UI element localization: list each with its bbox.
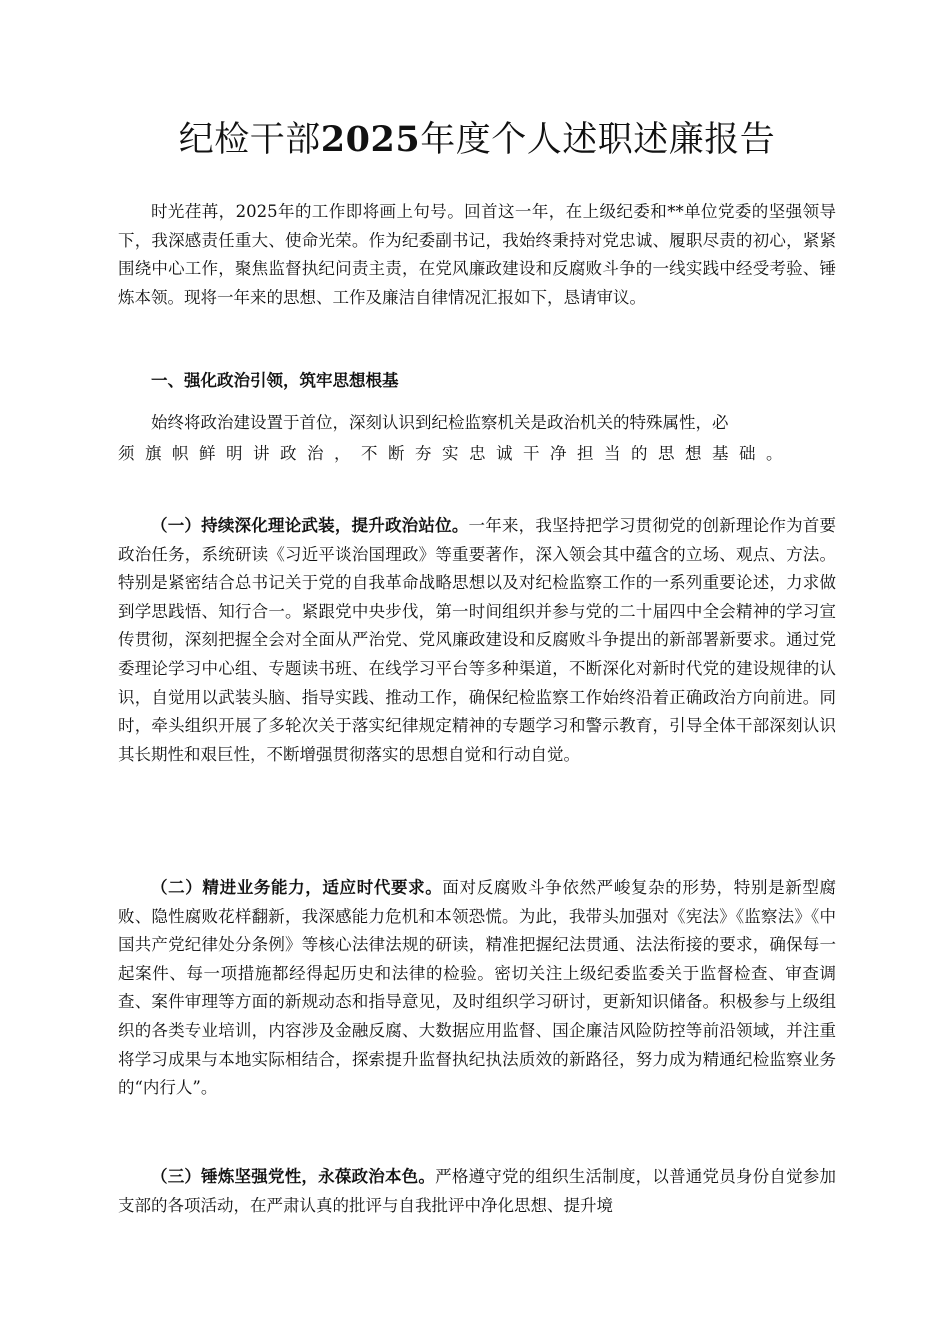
subsection-1-paragraph [118, 512, 836, 769]
section-1-lead-line-2: 须旗帜鲜明讲政治，不断夯实忠诚干净担当的思想基础。 [118, 444, 793, 463]
subsection-3-body: 严格遵守党的组织生活制度，以普通党员身份自觉参加支部的各项活动，在严肃认真的批评与自我批评中净化思想、提升境 [118, 1167, 837, 1215]
subsection-1-heading: （一）持续深化理论武装，提升政治站位。 [151, 516, 469, 535]
title-prefix: 纪检干部 [178, 120, 321, 160]
subsection-2-body: 面对反腐败斗争依然严峻复杂的形势，特别是新型腐败、隐性腐败花样翻新，我深感能力危机和本领恐慌。为此，我带头加强对《宪法》《监察法》《中国共产党纪律处分条例》等核心法律法规的研读，精准把握纪法贯通、法法衔接的要求，确保每一起案件、每一项措施都经得起历史和法律的检验。密切关注上级纪委监委关于监督检查、审查调查、案件审理等方面的新规动态和指导意见，及时组织学习研讨，更新知识储备。积极参与上级组织的各类专业培训，内容涉及金融反腐、大数据应用监督、国企廉洁风险防控等前沿领域，并注重将学习成果与本地实际相结合，探索提升监督执纪执法质效的新路径，努力成为精通纪检监察业务的“内行人”。 [118, 878, 837, 1098]
intro-paragraph: 时光荏苒，2025年的工作即将画上句号。回首这一年，在上级纪委和**单位党委的坚强领导下，我深感责任重大、使命光荣。作为纪委副书记，我始终秉持对党忠诚、履职尽责的初心，紧紧围绕中心工作，聚焦监督执纪问责主责，在党风廉政建设和反腐败斗争的一线实践中经受考验、锤炼本领。现将一年来的思想、工作及廉洁自律情况汇报如下，恳请审议。 [118, 202, 836, 307]
subsection-3-heading: （三）锤炼坚强党性，永葆政治本色。 [151, 1167, 436, 1186]
title-year: 2025 [320, 119, 421, 160]
section-1-lead-line-1: 始终将政治建设置于首位，深刻认识到纪检监察机关是政治机关的特殊属性，必 [151, 413, 729, 432]
subsection-2-paragraph [118, 874, 836, 1103]
section-1-heading: 一、强化政治引领，筑牢思想根基 [151, 371, 399, 390]
subsection-3-paragraph [118, 1163, 836, 1220]
document-title [118, 118, 836, 162]
subsection-1-body: 一年来，我坚持把学习贯彻党的创新理论作为首要政治任务，系统研读《习近平谈治国理政》等重要著作，深入领会其中蕴含的立场、观点、方法。特别是紧密结合总书记关于党的自我革命战略思想以及对纪检监察工作的一系列重要论述，力求做到学思践悟、知行合一。紧跟党中央步伐，第一时间组织并参与党的二十届四中全会精神的学习宣传贯彻，深刻把握全会对全面从严治党、党风廉政建设和反腐败斗争提出的新部署新要求。通过党委理论学习中心组、专题读书班、在线学习平台等多种渠道，不断深化对新时代党的建设规律的认识，自觉用以武装头脑、指导实践、推动工作，确保纪检监察工作始终沿着正确政治方向前进。同时，牵头组织开展了多轮次关于落实纪律规定精神的专题学习和警示教育，引导全体干部深刻认识其长期性和艰巨性，不断增强贯彻落实的思想自觉和行动自觉。 [118, 516, 837, 764]
subsection-2-heading: （二）精进业务能力，适应时代要求。 [151, 878, 443, 897]
title-suffix: 年度个人述职述廉报告 [420, 120, 776, 160]
